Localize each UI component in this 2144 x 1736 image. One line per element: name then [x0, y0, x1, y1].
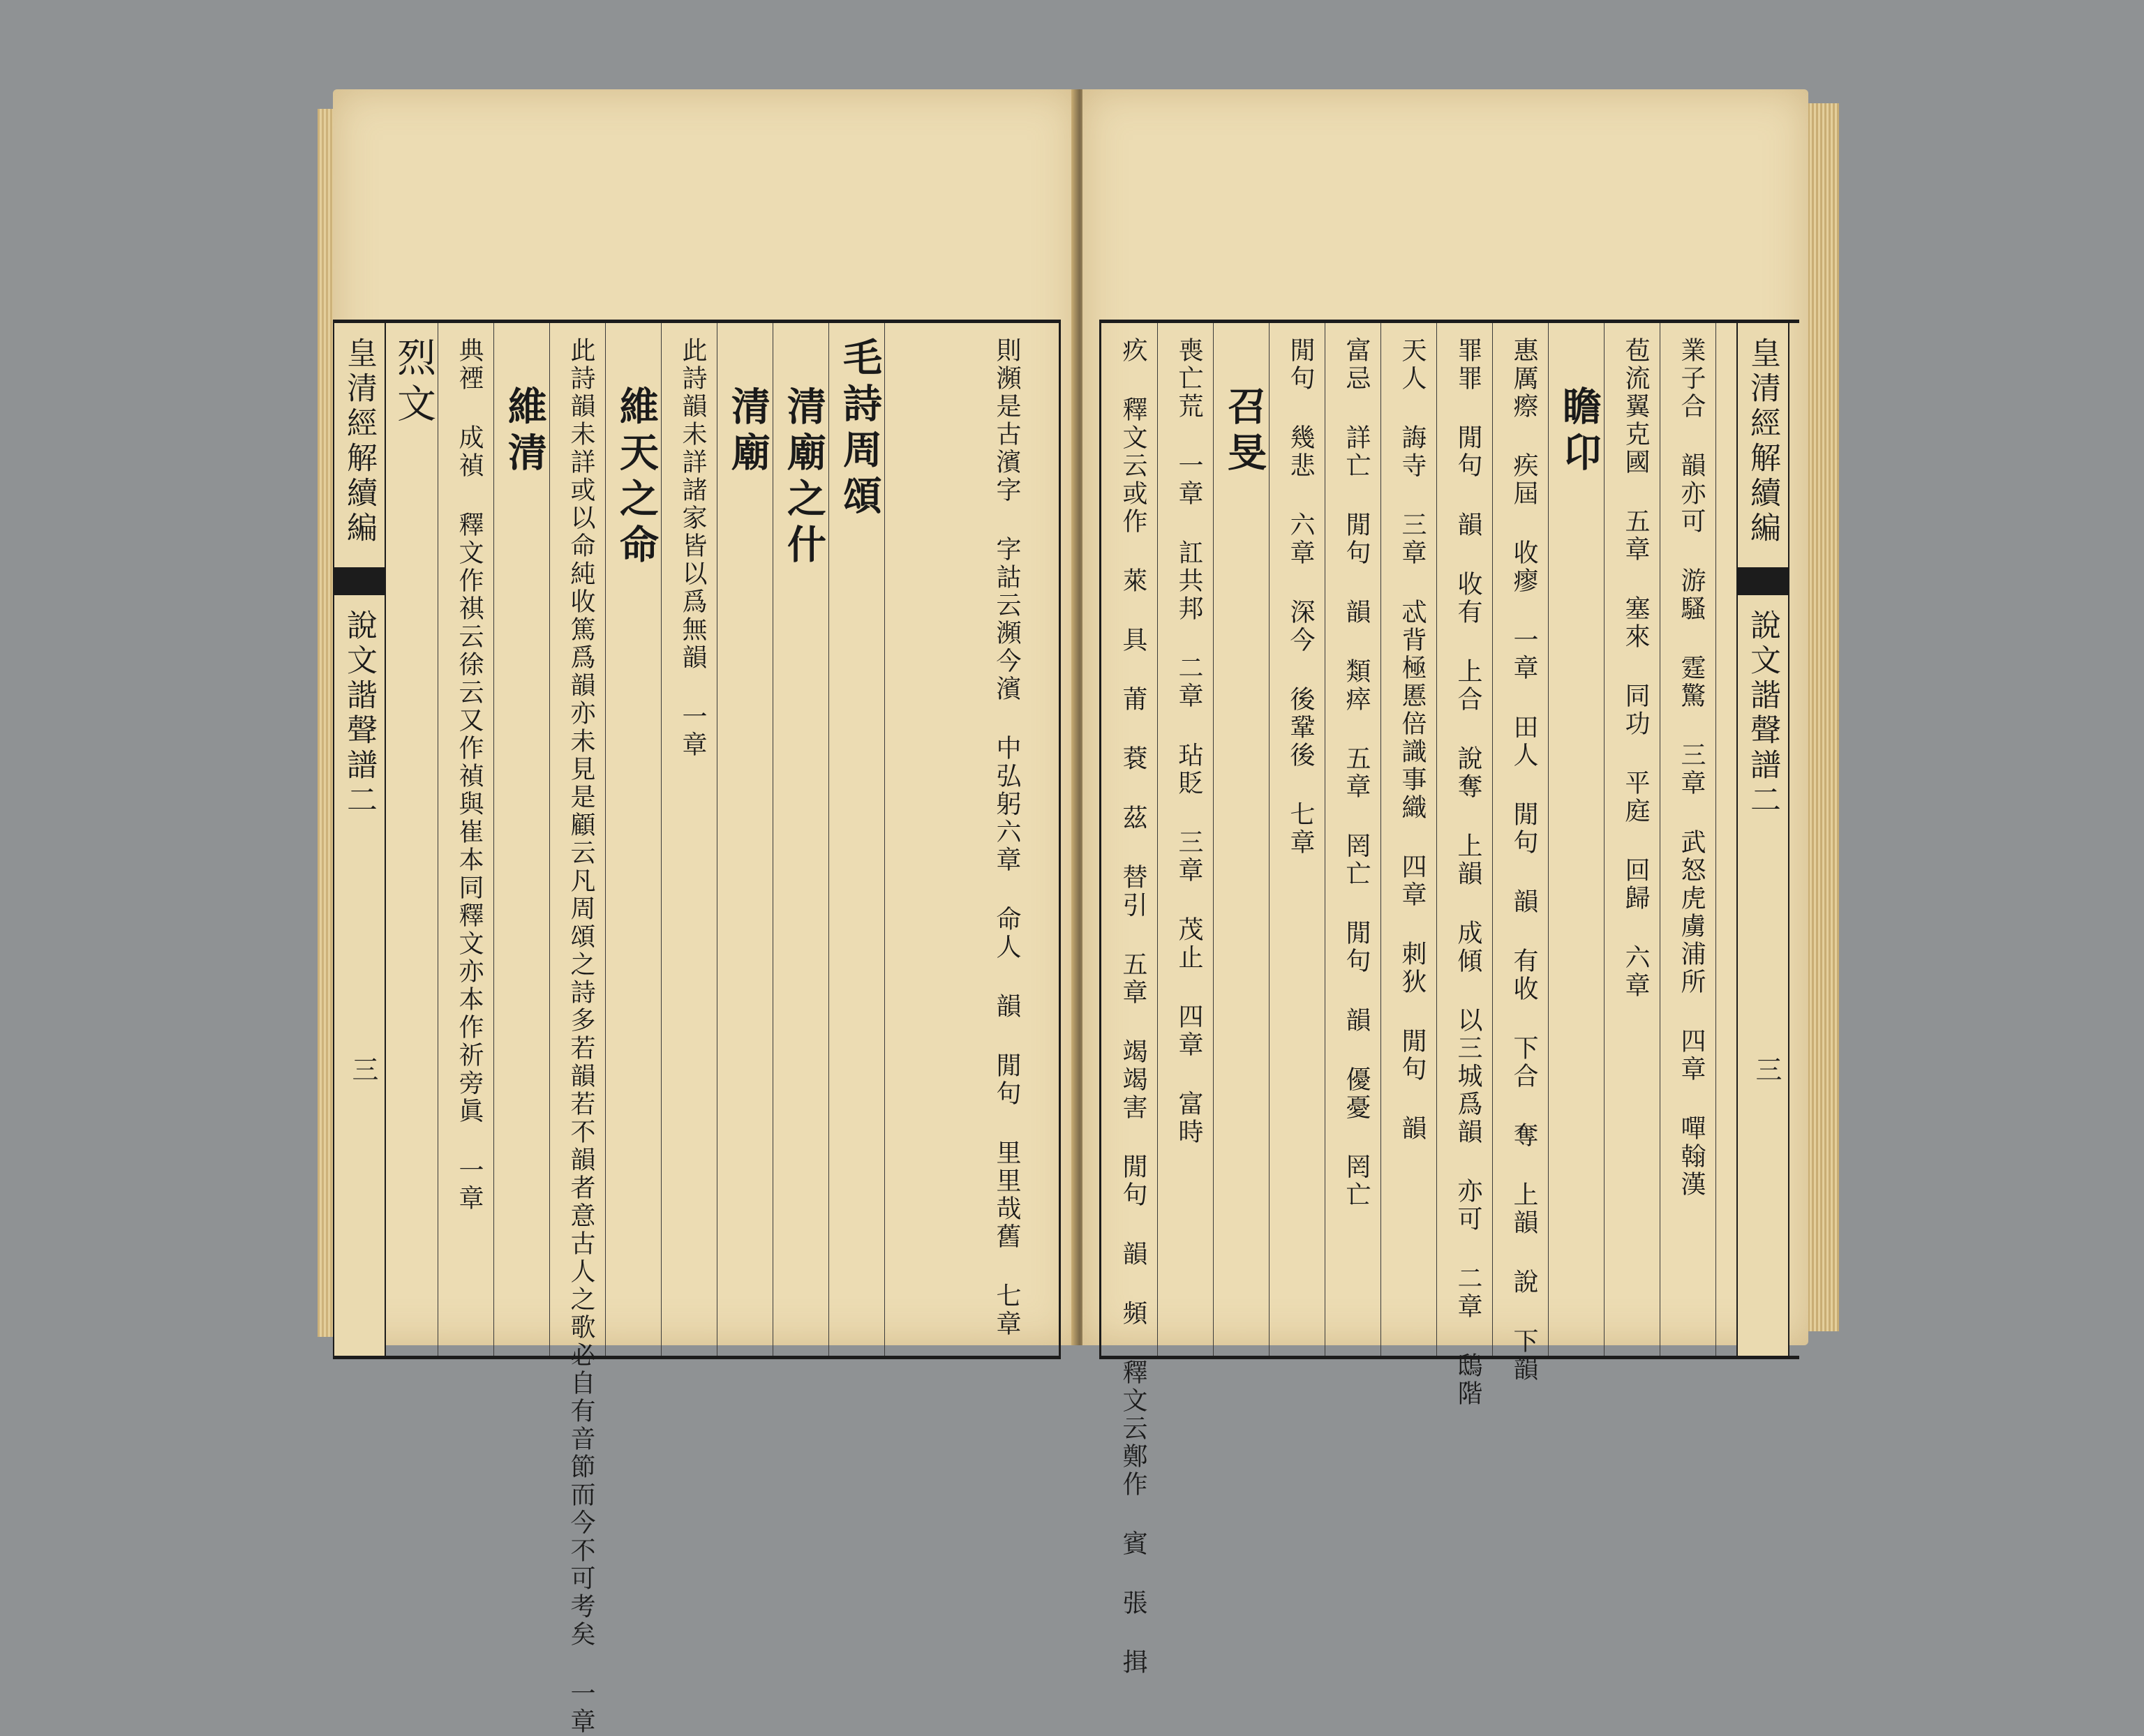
- text-column: [556, 323, 606, 1736]
- column-text: 疚 釋文云或作 萊 具 莆 蔉 茲 替引 五章 竭竭害 閒句 韻 頻 釋文云鄭作 賓 張 揖: [1119, 337, 1147, 1677]
- text-column: [668, 323, 717, 1356]
- fish-tail-mark: [334, 567, 385, 595]
- folio-number: 三: [348, 1056, 378, 1082]
- text-column: [1499, 323, 1549, 1384]
- section-heading: 召旻: [1221, 386, 1267, 478]
- text-column: [500, 323, 550, 1356]
- text-column: [891, 323, 1031, 1356]
- banxin-title: 皇清經解續編: [1745, 337, 1780, 546]
- fish-tail-mark: [1738, 567, 1788, 595]
- column-text: 則瀕是古濱字 字詁云瀕今濱 中弘躬六章 命人 韻 閒句 里里哉舊 七章: [992, 337, 1021, 1338]
- text-column: [1555, 323, 1605, 1356]
- right-page: [1082, 89, 1808, 1677]
- section-heading: 毛詩周頌: [837, 337, 883, 521]
- section-heading: 維清: [502, 386, 548, 478]
- section-heading: 清廟之什: [781, 386, 827, 570]
- column-text: 烈文: [391, 337, 436, 429]
- text-column: [1164, 323, 1214, 1356]
- text-column: [1387, 323, 1437, 1356]
- left-page: [333, 89, 1077, 1736]
- banxin-title: 皇清經解續編: [341, 337, 377, 546]
- column-text: 富忌 詳亡 閒句 韻 類瘁 五章 罔亡 閒句 韻 優憂 罔亡: [1342, 337, 1371, 1209]
- column-text: 此詩韻未詳諸家皆以爲無韻 一章: [678, 337, 707, 759]
- text-column: [724, 323, 773, 1356]
- left-banxin: [333, 323, 386, 1356]
- left-text-frame: [333, 320, 1061, 1736]
- text-column: [1667, 323, 1716, 1356]
- text-column: [780, 323, 829, 1356]
- column-text: 喪亡荒 一章 訌共邦 二章 玷貶 三章 茂止 四章 富時: [1175, 337, 1203, 1146]
- banxin-subtitle: 說文諧聲譜二: [1745, 609, 1780, 818]
- column-text: 業子合 韻亦可 游騷 霆驚 三章 武怒虎虜浦所 四章 嘽翰漢: [1677, 337, 1706, 1199]
- column-text: 此詩韻未詳或以命純收篤爲韻亦未見是顧云凡周頌之詩多若韻若不韻者意古人之歌必自有音節而今不可考矣 一章: [567, 337, 595, 1736]
- column-text: 惠厲瘵 疾屆 收瘳 一章 田人 閒句 韻 有收 下合 奪 上韻 說 下韻: [1510, 337, 1538, 1384]
- column-text: 天人 誨寺 三章 忒背極慝倍識事織 四章 刺狄 閒句 韻: [1398, 337, 1427, 1143]
- text-column: [1611, 323, 1660, 1356]
- text-column: [1332, 323, 1381, 1356]
- text-column: [1276, 323, 1325, 1356]
- text-column: [389, 323, 438, 1356]
- folio-number: 三: [1751, 1056, 1782, 1082]
- text-column: [1220, 323, 1270, 1356]
- column-text: 典禋 成禎 釋文作祺云徐云又作禎與崔本同釋文亦本作祈旁眞 一章: [455, 337, 484, 1213]
- section-heading: 維天之命: [613, 386, 660, 570]
- right-text-frame: [1099, 320, 1799, 1677]
- column-text: 罪罪 閒句 韻 收有 上合 說奪 上韻 成傾 以三城爲韻 亦可 二章 鴟階: [1454, 337, 1482, 1408]
- banxin-subtitle: 說文諧聲譜二: [341, 609, 377, 818]
- text-column: [612, 323, 662, 1356]
- text-column: [1108, 323, 1158, 1677]
- right-banxin: [1736, 323, 1789, 1356]
- column-text: 苞流翼克國 五章 塞來 同功 平庭 回歸 六章: [1621, 337, 1650, 1000]
- open-book: [318, 89, 1839, 1736]
- text-column: [445, 323, 494, 1356]
- column-text: 閒句 幾悲 六章 深今 後鞏後 七章: [1286, 337, 1315, 857]
- page-edges-right: [1806, 103, 1839, 1331]
- text-column: [1443, 323, 1493, 1408]
- section-heading: 瞻卬: [1556, 386, 1602, 478]
- text-column: [835, 323, 885, 1356]
- section-heading: 清廟: [725, 386, 771, 478]
